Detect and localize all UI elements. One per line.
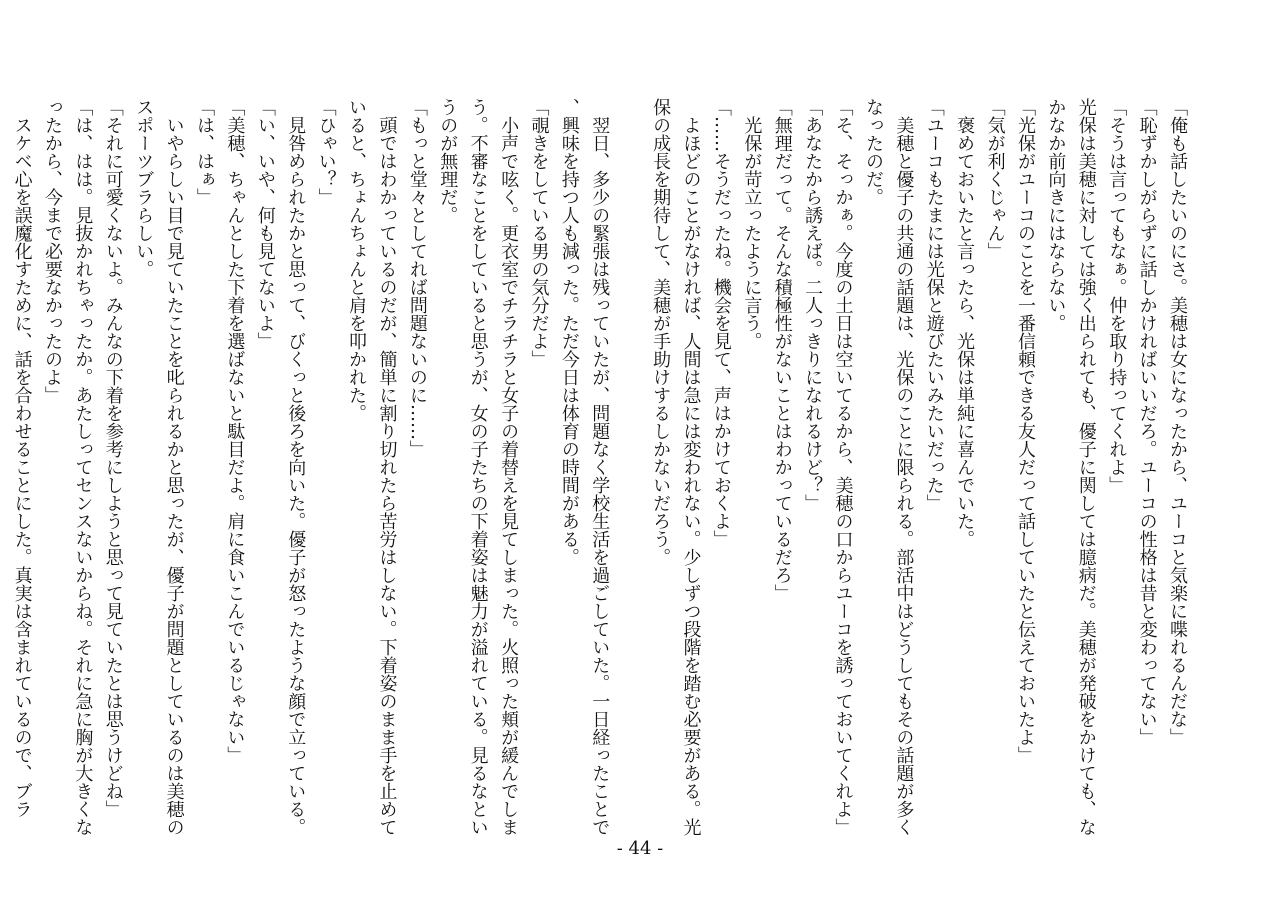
text-line: よほどのことがなければ、人間は急には変われない。少しずつ段階を踏む必要がある。光保の成長を期待して、美穂が手助けするしかないだろう。 [650,98,702,836]
text-line: 光保は美穂に対しては強く出られても、優子に関しては臆病だ。美穂が発破をかけても、なかなか前向きにはならない。 [1045,98,1097,836]
text-line: 見咎められたかと思って、びくっと後ろを向いた。優子が怒ったような顔で立っている。 [285,98,307,836]
text-line: 「光保がユーコのことを一番信頼できる友人だって話していたと伝えておいたよ」 [1014,98,1036,764]
vertical-text-body [11,98,1192,843]
text-line: 翌日、多少の緊張は残っていたが、問題なく学校生活を過ごしていた。一日経ったことで、興味を持つ人も減った。ただ今日は体育の時間がある。 [558,98,611,836]
text-line: 「は、はは。見抜かれちゃったか。あたしってセンスないからね。それに急に胸が大きくなったから、今まで必要なかったのよ」 [41,98,94,836]
text-line: 「無理だって。そんな積極性がないことはわかっているだろ」 [771,98,793,602]
text-line: 「恥ずかしがらずに話しかければいいだろ。ユーコの性格は昔と変わってない」 [1136,98,1158,746]
text-line: 「覗きをしている男の気分だよ」 [528,98,550,368]
text-line: 「気が利くじゃん」 [984,98,1006,260]
text-line: いやらしい目で見ていたことを叱られるかと思ったが、優子が問題としているのは美穂のスポーツブラらしい。 [133,98,185,836]
text-line: 「そ、そっかぁ。今度の土日は空いてるから、美穂の口からユーコを誘っておいてくれよ」 [832,98,854,836]
text-line: 小声で呟く。更衣室でチラチラと女子の着替えを見てしまった。火照った頬が緩んでしまう。不審なことをしていると思うが、女の子たちの下着姿は魅力が溢れている。見るなというのが無理だ。 [437,98,520,836]
text-line: 「ひゃい？」 [315,98,337,206]
text-line: 「もっと堂々としてれば問題ないのに……」 [406,98,428,458]
text-line: 美穂と優子の共通の話題は、光保のことに限られる。部活中はどうしてもその話題が多くなったのだ。 [862,98,915,836]
text-line: 「俺も話したいのにさ。美穂は女になったから、ユーコと気楽に喋れるんだな」 [1167,98,1188,746]
text-line: 「ユーコもたまには光保と遊びたいみたいだった」 [923,98,945,512]
blank-line [614,98,644,843]
text-line: 「……そうだったね。機会を見て、声はかけておくよ」 [710,98,732,548]
text-line: 光保が苛立ったように言う。 [741,98,763,350]
text-line: 頭ではわかっているのだが、簡単に割り切れたら苦労はしない。下着姿のまま手を止めていると、ちょんちょんと肩を叩かれた。 [346,98,398,836]
text-line: 「あなたから誘えば。二人っきりになれるけど？」 [802,98,824,512]
text-line: 「美穂、ちゃんとした下着を選ばないと駄目だよ。肩に食いこんでいるじゃない」 [224,98,246,764]
text-line: 褒めておいたと言ったら、光保は単純に喜んでいた。 [954,98,976,548]
page-number: - 44 - [616,838,664,859]
text-line: 「い、いや、何も見てないよ」 [254,98,276,350]
text-line: 「は、はぁ」 [194,98,215,206]
text-line: 「そうは言ってもなぁ。仲を取り持ってくれよ」 [1106,98,1128,494]
text-line: スケベ心を誤魔化すために、話を合わせることにした。真実は含まれているので、ブラ [11,98,33,818]
text-line: 「それに可愛くないよ。みんなの下着を参考にしようと思って見ていたとは思うけどね」 [102,98,124,818]
